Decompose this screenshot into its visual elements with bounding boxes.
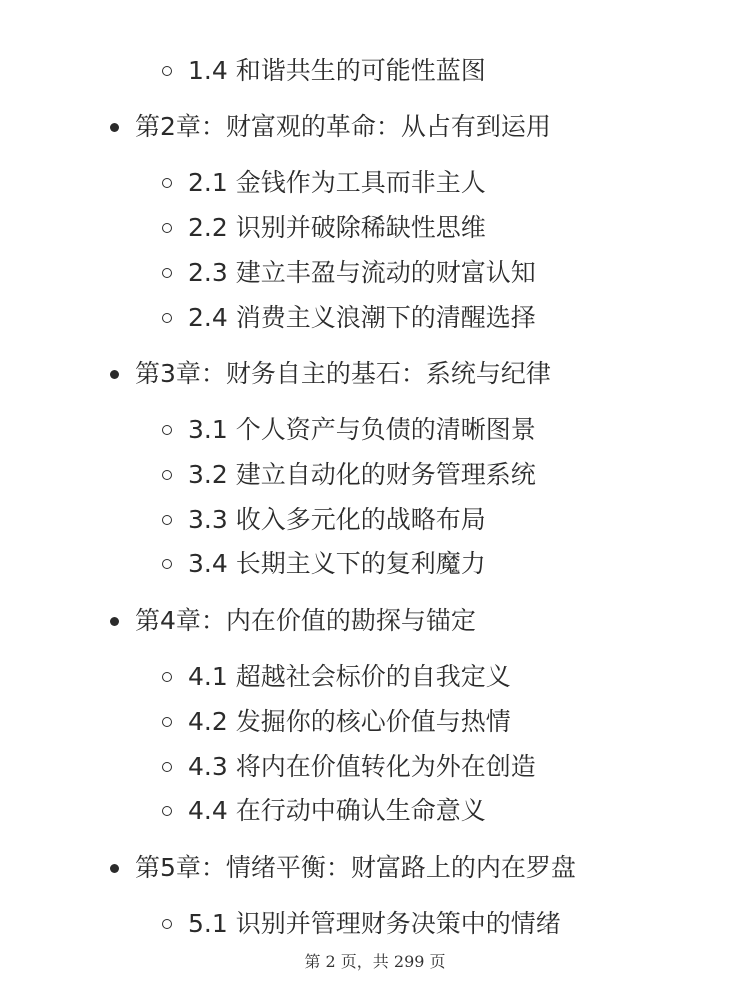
solid-bullet-icon	[110, 864, 119, 873]
toc-section-item	[188, 706, 511, 738]
hollow-bullet-icon	[162, 313, 172, 323]
solid-bullet-icon	[110, 123, 119, 132]
hollow-bullet-icon	[162, 178, 172, 188]
toc-chapter-text: 第2章：财富观的革命：从占有到运用	[135, 112, 551, 141]
hollow-bullet-icon	[162, 672, 172, 682]
toc-section-item	[188, 414, 536, 446]
toc-chapter-text: 第5章：情绪平衡：财富路上的内在罗盘	[135, 853, 576, 882]
toc-section-item	[188, 55, 486, 87]
toc-section-item	[188, 302, 536, 334]
toc-section-item	[188, 212, 486, 244]
hollow-bullet-icon	[162, 762, 172, 772]
solid-bullet-icon	[110, 370, 119, 379]
toc-section-text: 2.2 识别并破除稀缺性思维	[188, 213, 486, 242]
toc-chapter-item	[135, 111, 551, 143]
toc-section-text: 3.2 建立自动化的财务管理系统	[188, 460, 536, 489]
toc-section-text: 3.4 长期主义下的复利魔力	[188, 549, 486, 578]
hollow-bullet-icon	[162, 806, 172, 816]
toc-section-item	[188, 908, 561, 940]
toc-chapter-text: 第4章：内在价值的勘探与锚定	[135, 606, 476, 635]
toc-section-text: 3.3 收入多元化的战略布局	[188, 505, 486, 534]
toc-section-text: 4.4 在行动中确认生命意义	[188, 796, 486, 825]
toc-section-text: 2.1 金钱作为工具而非主人	[188, 168, 486, 197]
toc-section-item	[188, 167, 486, 199]
hollow-bullet-icon	[162, 425, 172, 435]
hollow-bullet-icon	[162, 919, 172, 929]
toc-section-text: 3.1 个人资产与负债的清晰图景	[188, 415, 536, 444]
toc-section-text: 5.1 识别并管理财务决策中的情绪	[188, 909, 561, 938]
toc-section-item	[188, 751, 536, 783]
toc-section-item	[188, 504, 486, 536]
toc-section-item	[188, 548, 486, 580]
solid-bullet-icon	[110, 617, 119, 626]
toc-section-text: 2.4 消费主义浪潮下的清醒选择	[188, 303, 536, 332]
hollow-bullet-icon	[162, 66, 172, 76]
hollow-bullet-icon	[162, 223, 172, 233]
toc-section-item	[188, 459, 536, 491]
toc-section-item	[188, 795, 486, 827]
toc-chapter-item	[135, 852, 576, 884]
toc-section-text: 4.1 超越社会标价的自我定义	[188, 662, 511, 691]
toc-chapter-item	[135, 605, 476, 637]
toc-chapter-item	[135, 358, 551, 390]
toc-section-text: 4.3 将内在价值转化为外在创造	[188, 752, 536, 781]
toc-section-item	[188, 257, 536, 289]
toc-section-text: 4.2 发掘你的核心价值与热情	[188, 707, 511, 736]
hollow-bullet-icon	[162, 268, 172, 278]
toc-section-text: 2.3 建立丰盈与流动的财富认知	[188, 258, 536, 287]
hollow-bullet-icon	[162, 717, 172, 727]
hollow-bullet-icon	[162, 559, 172, 569]
hollow-bullet-icon	[162, 470, 172, 480]
toc-chapter-text: 第3章：财务自主的基石：系统与纪律	[135, 359, 551, 388]
hollow-bullet-icon	[162, 515, 172, 525]
toc-section-item	[188, 661, 511, 693]
toc-section-text: 1.4 和谐共生的可能性蓝图	[188, 56, 486, 85]
page-number-footer: 第 2 页，共 299 页	[304, 952, 446, 971]
